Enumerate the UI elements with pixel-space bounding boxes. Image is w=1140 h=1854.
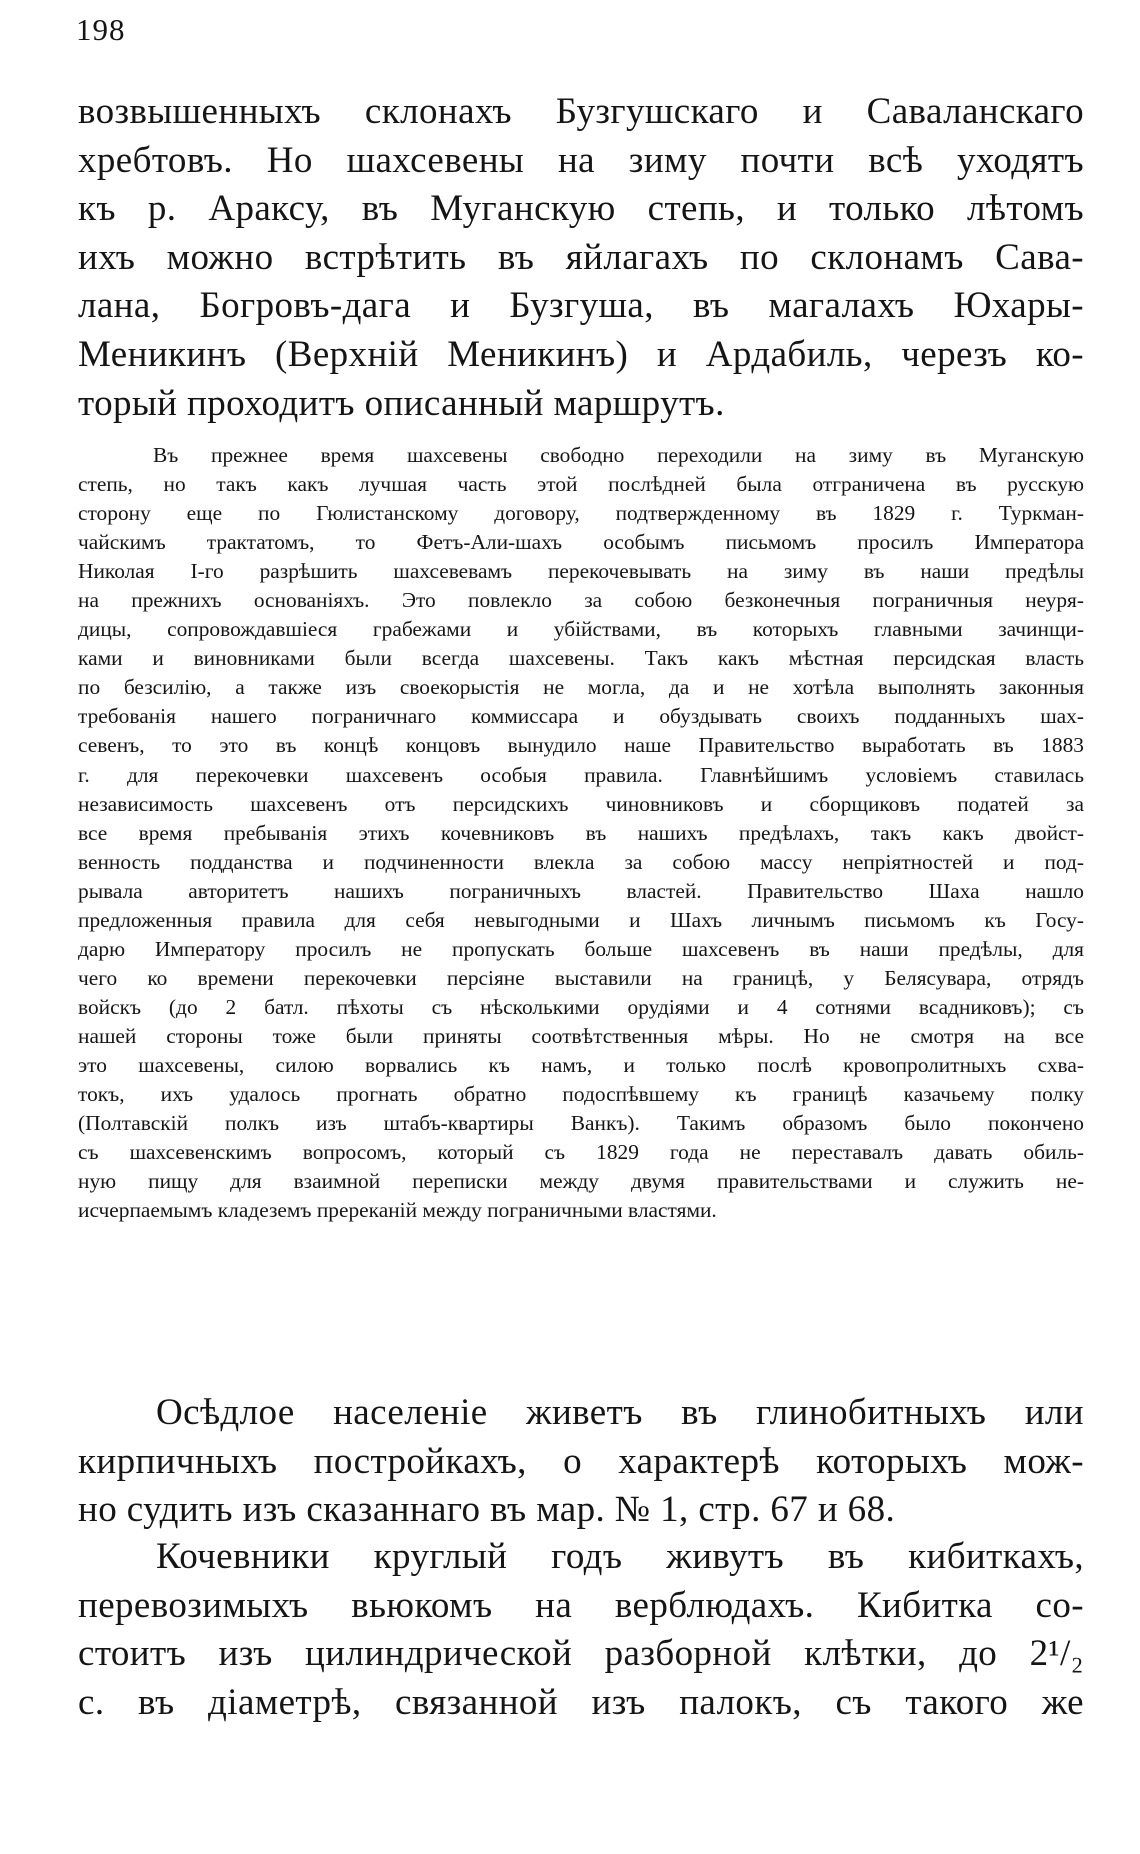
text-line: Николая I-го разрѣшить шахсевевамъ перекочевывать на зиму въ наши предѣлы	[78, 559, 1084, 584]
text-line: Осѣдлое населеніе живетъ въ глинобитныхъ или	[156, 1392, 1084, 1433]
text-line: на прежнихъ основаніяхъ. Это повлекло за собою безконечныя пограничныя неуря-	[78, 588, 1084, 613]
text-line: (Полтавскій полкъ изъ штабъ-квартиры Ванкъ). Такимъ образомъ было покончено	[78, 1111, 1084, 1136]
text-line: дицы, сопровождавшіеся грабежами и убійствами, въ которыхъ главными зачинщи-	[78, 617, 1084, 642]
text-line: все время пребыванія этихъ кочевниковъ въ нашихъ предѣлахъ, такъ какъ двойст-	[78, 820, 1084, 845]
text-line: г. для перекочевки шахсевенъ особыя правила. Главнѣйшимъ условіемъ ставилась	[78, 762, 1084, 787]
page-number: 198	[76, 12, 126, 47]
text-line: сторону еще по Гюлистанскому договору, подтвержденному въ 1829 г. Туркман-	[78, 501, 1084, 526]
text-line: но судить изъ сказаннаго въ мар. № 1, стр. 67 и 68.	[78, 1489, 896, 1531]
text-line: Кочевники круглый годъ живутъ въ кибиткахъ,	[156, 1536, 1084, 1577]
text-line: это шахсевены, силою ворвались къ намъ, и только послѣ кровопролитныхъ схва-	[78, 1052, 1084, 1077]
text-line: токъ, ихъ удалось прогнать обратно подоспѣвшему къ границѣ казачьему полку	[78, 1082, 1084, 1107]
text-line: хребтовъ. Но шахсевены на зиму почти всѣ уходятъ	[78, 139, 1084, 181]
text-line: чайскимъ трактатомъ, то Фетъ-Али-шахъ особымъ письмомъ просилъ Императора	[78, 530, 1084, 555]
text-line: ками и виновниками были всегда шахсевены. Такъ какъ мѣстная персидская власть	[78, 646, 1084, 671]
text-line: чего ко времени перекочевки персіяне выставили на границѣ, у Белясувара, отрядъ	[78, 965, 1084, 990]
text-line: перевозимыхъ вьюкомъ на верблюдахъ. Кибитка со-	[78, 1584, 1084, 1626]
text-line: венность подданства и подчиненности влекла за собою массу непріятностей и под-	[78, 849, 1084, 874]
paragraph-note	[78, 441, 1084, 1225]
text-line: по безсилію, а также изъ своекорыстія не могла, да и не хотѣла выполнять законныя	[78, 675, 1084, 700]
text-line: кирпичныхъ постройкахъ, о характерѣ которыхъ мож-	[78, 1440, 1084, 1482]
text-line: возвышенныхъ склонахъ Бузгушскаго и Саваланскаго	[78, 91, 1084, 132]
text-line: ихъ можно встрѣтить въ яйлагахъ по склонамъ Сава-	[78, 236, 1084, 278]
text-line: рывала авторитетъ нашихъ пограничныхъ властей. Правительство Шаха нашло	[78, 878, 1084, 903]
text-line: стоитъ изъ цилиндрической разборной клѣтки, до 2¹/₂	[78, 1633, 1084, 1675]
text-line: съ шахсевенскимъ вопросомъ, который съ 1829 года не переставалъ давать обиль-	[78, 1140, 1084, 1165]
text-line: требованія нашего пограничнаго коммиссара и обуздывать своихъ подданныхъ шах-	[78, 704, 1084, 729]
text-line: дарю Императору просилъ не пропускать больше шахсевенъ въ наши предѣлы, для	[78, 936, 1084, 961]
text-line: нашей стороны тоже были приняты соотвѣтственныя мѣры. Но не смотря на все	[78, 1023, 1084, 1048]
paragraph-main-1	[78, 88, 1084, 428]
text-line: севенъ, то это въ концѣ концовъ вынудило наше Правительство выработать въ 1883	[78, 733, 1084, 758]
text-line: степь, но такъ какъ лучшая часть этой послѣдней была отграничена въ русскую	[78, 472, 1084, 497]
text-line: Въ прежнее время шахсевены свободно переходили на зиму въ Муганскую	[153, 443, 1084, 467]
text-line: с. въ діаметрѣ, связанной изъ палокъ, съ такого же	[78, 1681, 1084, 1723]
text-line: войскъ (до 2 батл. пѣхоты съ нѣсколькими орудіями и 4 сотнями всадниковъ); съ	[78, 994, 1084, 1019]
text-line: исчерпаемымъ кладеземъ пререканій между пограничными властями.	[78, 1198, 717, 1223]
text-line: Меникинъ (Верхній Меникинъ) и Ардабиль, черезъ ко-	[78, 333, 1084, 375]
paragraph-main-3	[78, 1533, 1084, 1727]
text-line: къ р. Араксу, въ Муганскую степь, и только лѣтомъ	[78, 188, 1084, 230]
text-line: торый проходитъ описанный маршрутъ.	[78, 382, 725, 424]
text-line: предложенныя правила для себя невыгодными и Шахъ личнымъ письмомъ къ Госу-	[78, 907, 1084, 932]
text-line: ную пищу для взаимной переписки между двумя правительствами и служить не-	[78, 1169, 1084, 1194]
paragraph-main-2	[78, 1389, 1084, 1535]
text-line: лана, Богровъ-дага и Бузгуша, въ магалахъ Юхары-	[78, 285, 1084, 327]
text-line: независимость шахсевенъ отъ персидскихъ чиновниковъ и сборщиковъ податей за	[78, 791, 1084, 816]
